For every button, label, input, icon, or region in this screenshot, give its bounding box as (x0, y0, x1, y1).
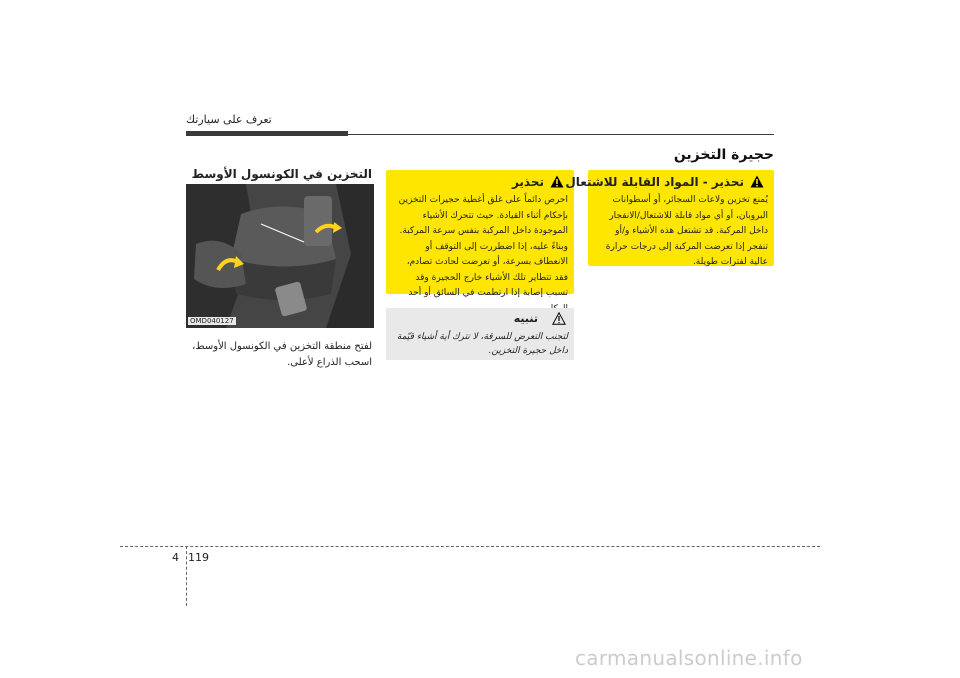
header-bar (186, 131, 348, 136)
chapter-number: 4 (172, 551, 179, 564)
warning-box-flammable (565, 170, 774, 267)
caution-triangle-icon (552, 312, 566, 325)
page-number: 119 (188, 551, 209, 564)
photo-caption: لفتح منطقة التخزين في الكونسول الأوسط، اسحب الذراع لأعلى. (192, 341, 372, 368)
warning-title: تحذير (511, 175, 544, 189)
footer-rule (120, 546, 820, 547)
warning-body: احرص دائماً على غلق أغطية حجيرات التخزين بإحكام أثناء القيادة. حيث تتحرك الأشياء الموجودة داخل المركبة بنفس سرعة المركبة. وبناءً عليه، إذا اضطررت إلى التوقف أو الانعطاف بسرعة، أو تعرضت لحادث تصادم، فقد تتطاير تلك الأشياء خارج الحجيرة وقد تسبب إصابة إذا ارتطمت في السائق أو أحد (398, 195, 568, 298)
notice-box (386, 308, 574, 360)
warning-box-middle (386, 170, 574, 298)
photo-code: OMD040127 (190, 317, 234, 325)
subsection-title: التخزين في الكونسول الأوسط (191, 167, 372, 181)
notice-body: لتجنب التعرض للسرقة، لا تترك أية أشياء قيّمة داخل حجيرة التخزين. (396, 332, 568, 356)
warning-triangle-icon (750, 175, 764, 188)
console-photo (186, 184, 374, 328)
running-title: تعرف على سيارتك (186, 113, 272, 126)
footer-vertical-rule (186, 546, 187, 606)
section-title: حجيرة التخزين (673, 147, 774, 163)
watermark: carmanualsonline.info (575, 646, 803, 670)
warning-body: يُمنع تخزين ولاعات السجائر، أو أسطوانات البروبان، أو أي مواد قابلة للاشتعال/الانفجار داخل المركبة. قد تشتعل هذه الأشياء و/أو تنفجر إذا تعرضت المركبة إلى درجات حرارة عالية لفترات طويلة. (605, 195, 768, 267)
notice-title: تنبيه (513, 312, 538, 325)
header-rule (348, 134, 774, 135)
warning-title: تحذير - المواد القابلة للاشتعال (565, 175, 744, 189)
warning-triangle-icon (550, 175, 564, 188)
